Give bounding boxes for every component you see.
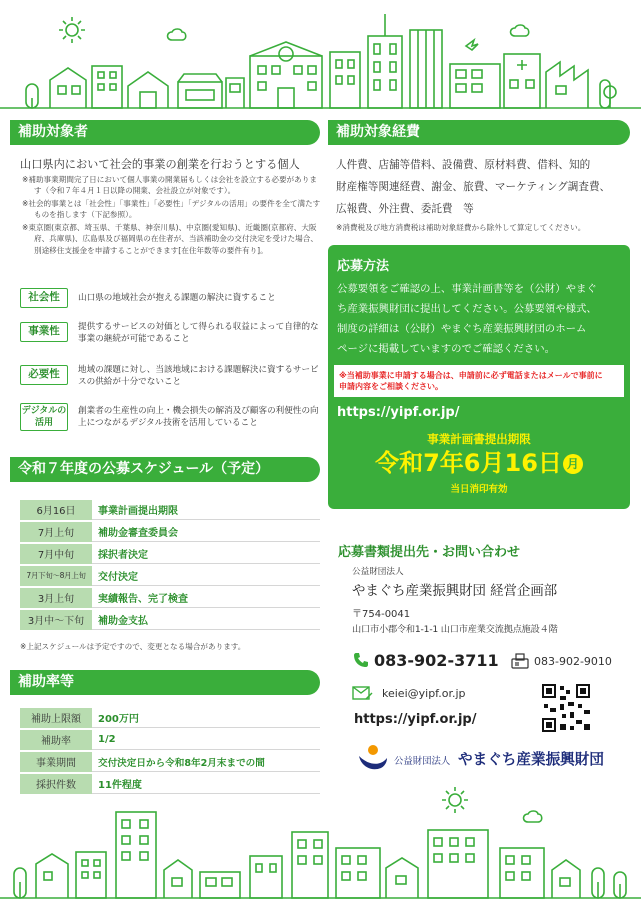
org-type: 公益財団法人	[352, 567, 404, 577]
address: 山口市小郡令和1-1-1 山口市産業交流拠点施設４階	[352, 624, 558, 635]
expenses-text	[336, 154, 630, 220]
phone-icon	[352, 651, 370, 669]
feature-desc-necessity: 地域の課題に対し、当該地域における課題解決に資するサービスの供給が十分でないこと	[78, 365, 319, 388]
feature-tag-digital-line1: デジタルの	[21, 406, 67, 416]
apply-line-3: 制度の詳細は（公財）やまぐち産業振興財団のホーム	[337, 323, 587, 335]
schedule-when: 7月中旬	[20, 544, 92, 564]
postal-code: 〒754-0041	[352, 609, 411, 620]
mail-icon	[352, 685, 374, 701]
feature-desc-business: 提供するサービスの対価として得られる収益によって自律的な事業の継続が可能であること	[78, 322, 319, 345]
rate-value: 11件程度	[92, 774, 320, 794]
email-address[interactable]: keiei@yipf.or.jp	[382, 687, 466, 700]
expenses-line-1: 人件費、店舗等借料、設備費、原材料費、借料、知的	[336, 159, 591, 171]
logo-prefix: 公益財団法人	[394, 756, 451, 767]
foundation-logo-icon	[356, 744, 390, 774]
sun-icon	[449, 794, 461, 806]
cloud-icon	[511, 25, 529, 36]
bottom-skyline-illustration	[0, 772, 641, 908]
expenses-note: ※消費税及び地方消費税は補助対象経費から除外して算定してください。	[336, 223, 586, 232]
deadline-day-badge: 月	[563, 454, 583, 474]
target-lead-text: 山口県内において社会的事業の創業を行おうとする個人	[20, 158, 300, 171]
feature-desc-digital: 創業者の生産性の向上・機会損失の解消及び顧客の利便性の向上につながるデジタル技術を活用していること	[78, 406, 319, 429]
schedule-when: 3月中〜下旬	[20, 610, 92, 630]
contact-url-link[interactable]: https://yipf.or.jp/	[354, 712, 477, 727]
table-row	[20, 566, 320, 586]
consultation-warning	[334, 365, 624, 397]
rate-key: 採択件数	[20, 774, 92, 794]
application-box	[328, 245, 630, 509]
schedule-what: 交付決定	[92, 566, 320, 586]
warning-line-1: ※当補助事業に申請する場合は、申請前に必ず電話またはメールで事前に	[339, 371, 603, 380]
schedule-what: 採択者決定	[92, 544, 320, 564]
org-name: やまぐち産業振興財団 経営企画部	[352, 584, 558, 599]
section-heading-target: 補助対象者	[10, 120, 320, 145]
table-row	[20, 752, 320, 772]
feature-desc-social: 山口県の地域社会が抱える課題の解決に資すること	[78, 293, 276, 303]
feature-tag-business: 事業性	[20, 322, 68, 342]
schedule-when: 3月上旬	[20, 588, 92, 608]
expenses-line-3: 広報費、外注費、委託費 等	[336, 203, 474, 215]
schedule-table	[20, 498, 320, 632]
section-heading-schedule: 令和７年度の公募スケジュール（予定）	[10, 457, 320, 482]
rate-key: 補助率	[20, 730, 92, 750]
table-row	[20, 610, 320, 630]
target-note-1: ※補助事業期間完了日において個人事業の開業届もしくは会社を設立する必要があります（令和７年４月１日以降の開業、会社設立が対象です）。	[22, 175, 317, 196]
warning-line-2: 申請内容をご相談ください。	[339, 382, 443, 391]
contact-heading: 応募書類提出先・お問い合わせ	[338, 545, 521, 560]
section-heading-expenses: 補助対象経費	[328, 120, 630, 145]
rate-value: 1/2	[92, 730, 320, 750]
feature-tag-necessity: 必要性	[20, 365, 68, 385]
rate-key: 補助上限額	[20, 708, 92, 728]
cloud-icon	[524, 811, 542, 822]
schedule-when: 7月下旬〜8月上旬	[20, 566, 92, 586]
schedule-note: ※上記スケジュールは予定ですので、変更となる場合があります。	[20, 642, 246, 651]
fax-number: 083-902-9010	[534, 655, 612, 668]
deadline-date-text: 令和7年6月16日	[375, 449, 562, 477]
apply-line-4: ページに掲載していますのでご確認ください。	[337, 343, 555, 355]
table-row	[20, 522, 320, 542]
apply-line-1: 公募要領をご確認の上、事業計画書等を（公財）やまぐ	[337, 283, 597, 295]
deadline-date	[328, 447, 630, 479]
schedule-what: 事業計画提出期限	[92, 500, 320, 520]
table-row	[20, 500, 320, 520]
apply-text	[337, 279, 624, 359]
schedule-what: 実績報告、完了検査	[92, 588, 320, 608]
section-heading-rate: 補助率等	[10, 670, 320, 695]
feature-tag-digital	[20, 403, 68, 431]
sun-icon	[66, 24, 78, 36]
fax-icon	[510, 653, 530, 669]
logo-name: やまぐち産業振興財団	[458, 751, 604, 768]
top-skyline-illustration	[0, 0, 641, 112]
apply-url-link[interactable]: https://yipf.or.jp/	[337, 405, 460, 420]
apply-line-2: ち産業振興財団に提出してください。公募要領や様式、	[337, 303, 597, 315]
feature-tag-digital-line2: 活用	[34, 418, 53, 428]
feature-tag-social: 社会性	[20, 288, 68, 308]
table-row	[20, 708, 320, 728]
postmark-note: 当日消印有効	[450, 484, 508, 495]
table-row	[20, 730, 320, 750]
table-row	[20, 588, 320, 608]
rate-value: 交付決定日から令和8年2月末までの間	[92, 752, 320, 772]
schedule-what: 補助金審査委員会	[92, 522, 320, 542]
airplane-icon	[466, 40, 478, 50]
schedule-what: 補助金支払	[92, 610, 320, 630]
expenses-line-2: 財産権等関連経費、謝金、旅費、マーケティング調査費、	[336, 181, 611, 193]
tel-number[interactable]: 083-902-3711	[374, 651, 499, 670]
apply-heading: 応募方法	[337, 259, 390, 274]
target-note-2: ※社会的事業とは「社会性」「事業性」「必要性」「デジタルの活用」の要件を全て満たすものを指します（下記参照）。	[22, 199, 321, 220]
rate-key: 事業期間	[20, 752, 92, 772]
table-row	[20, 544, 320, 564]
schedule-when: 7月上旬	[20, 522, 92, 542]
target-note-3: ※東京圏(東京都、埼玉県、千葉県、神奈川県)、中京圏(愛知県)、近畿圏(京都府、大阪府、兵庫県)、広島県及び福岡県の在住者が、当該補助金の交付決定を受けた場合、別途移住支援金を申請することができます[在住年数等の要件有り]。	[22, 223, 318, 255]
rate-value: 200万円	[92, 708, 320, 728]
cloud-icon	[168, 29, 186, 40]
qr-code[interactable]	[540, 682, 592, 734]
schedule-when: 6月16日	[20, 500, 92, 520]
deadline-label: 事業計画書提出期限	[427, 432, 531, 446]
